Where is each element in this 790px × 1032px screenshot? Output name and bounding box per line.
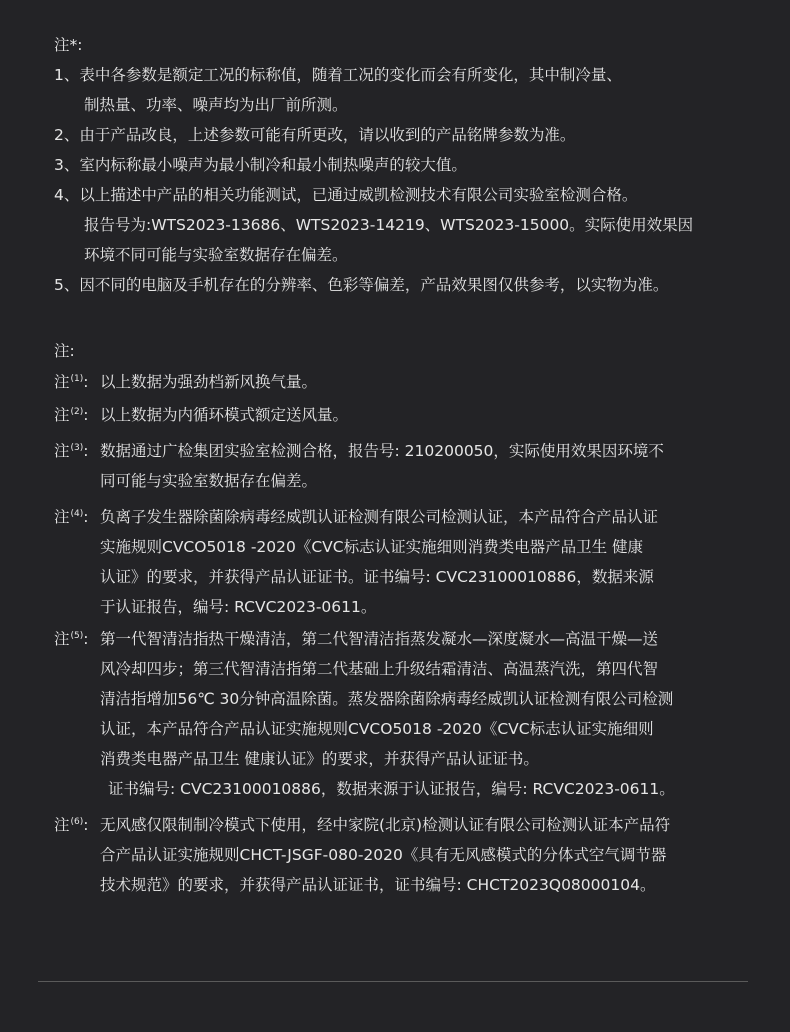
footnote-colon: :	[83, 373, 89, 391]
footnote-colon: :	[83, 630, 89, 648]
footnote-marker: (2)	[70, 407, 84, 417]
footnote-text: 负离子发生器除菌除病毒经威凯认证检测有限公司检测认证，本产品符合产品认证	[100, 508, 659, 526]
footnote-text: 第一代智清洁指热干燥清洁，第二代智清洁指蒸发凝水—深度凝水—高温干燥—送	[100, 630, 659, 648]
note-line: 制热量、功率、噪声均为出厂前所测。	[84, 96, 348, 114]
footnote-text: 证书编号: CVC23100010886，数据来源于认证报告，编号: RCVC2023-0611。	[108, 780, 675, 798]
footnote-marker: (4)	[70, 509, 84, 519]
footnote-text: 以上数据为内循环模式额定送风量。	[100, 406, 349, 424]
footnote-text: 无风感仅限制制冷模式下使用，经中家院(北京)检测认证有限公司检测认证本产品符	[100, 816, 671, 834]
note-line: 报告号为:WTS2023-13686、WTS2023-14219、WTS2023-15000。实际使用效果因	[84, 216, 694, 234]
footnote-text: 合产品认证实施规则CHCT-JSGF-080-2020《具有无风感模式的分体式空气调节器	[100, 846, 667, 864]
footnote-marker: (6)	[70, 817, 84, 827]
note-line: 3、室内标称最小噪声为最小制冷和最小制热噪声的较大值。	[54, 156, 467, 174]
footnote-label	[54, 405, 89, 428]
footnote-label	[54, 629, 89, 652]
footnote-label	[54, 815, 89, 838]
footnote-marker: (3)	[70, 443, 84, 453]
footnote-text: 认证》的要求，并获得产品认证证书。证书编号: CVC23100010886，数据来源	[100, 568, 654, 586]
note-line: 1、表中各参数是额定工况的标称值，随着工况的变化而会有所变化，其中制冷量、	[54, 66, 622, 84]
footnote-colon: :	[83, 508, 89, 526]
note-line: 2、由于产品改良，上述参数可能有所更改，请以收到的产品铭牌参数为准。	[54, 126, 576, 144]
footnote-text: 清洁指增加56℃ 30分钟高温除菌。蒸发器除菌除病毒经威凯认证检测有限公司检测	[100, 690, 674, 708]
section1-heading: 注*:	[54, 36, 83, 54]
footnote-text: 风冷却四步；第三代智清洁指第二代基础上升级结霜清洁、高温蒸汽洗，第四代智	[100, 660, 659, 678]
footnote-marker: (1)	[70, 374, 84, 384]
footnote-prefix: 注	[54, 508, 70, 526]
footnote-colon: :	[83, 406, 89, 424]
section2-heading: 注:	[54, 342, 75, 360]
footnote-prefix: 注	[54, 630, 70, 648]
footnote-text: 技术规范》的要求，并获得产品认证证书，证书编号: CHCT2023Q08000104。	[100, 876, 656, 894]
footnote-label	[54, 507, 89, 530]
footnote-text: 认证，本产品符合产品认证实施规则CVCO5018 -2020《CVC标志认证实施细则	[100, 720, 654, 738]
footnote-text: 消费类电器产品卫生 健康认证》的要求，并获得产品认证证书。	[100, 750, 539, 768]
footnote-prefix: 注	[54, 442, 70, 460]
note-line: 5、因不同的电脑及手机存在的分辨率、色彩等偏差，产品效果图仅供参考，以实物为准。	[54, 276, 669, 294]
footnote-colon: :	[83, 442, 89, 460]
bottom-divider	[38, 981, 748, 982]
footnote-prefix: 注	[54, 816, 70, 834]
note-line: 环境不同可能与实验室数据存在偏差。	[84, 246, 348, 264]
note-line: 4、以上描述中产品的相关功能测试，已通过威凯检测技术有限公司实验室检测合格。	[54, 186, 638, 204]
footnote-label	[54, 372, 89, 395]
footnote-text: 实施规则CVCO5018 -2020《CVC标志认证实施细则消费类电器产品卫生 健康	[100, 538, 644, 556]
footnote-colon: :	[83, 816, 89, 834]
footnote-marker: (5)	[70, 631, 84, 641]
footnote-label	[54, 441, 89, 464]
footnote-text: 同可能与实验室数据存在偏差。	[100, 472, 318, 490]
footnote-prefix: 注	[54, 373, 70, 391]
footnote-text: 以上数据为强劲档新风换气量。	[100, 373, 318, 391]
footnote-text: 于认证报告，编号: RCVC2023-0611。	[100, 598, 377, 616]
footnote-prefix: 注	[54, 406, 70, 424]
footnote-text: 数据通过广检集团实验室检测合格，报告号: 210200050，实际使用效果因环境不	[100, 442, 664, 460]
